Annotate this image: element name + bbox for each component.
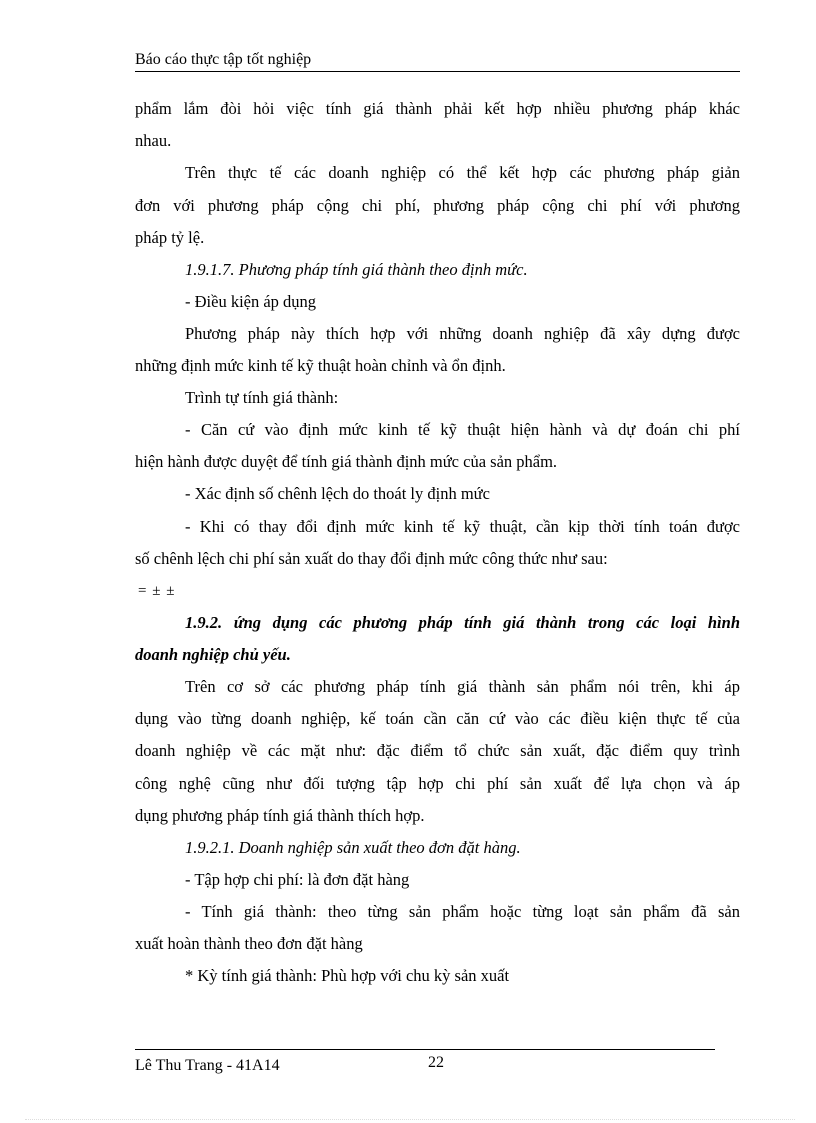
paragraph-line: pháp tỷ lệ.	[135, 228, 205, 247]
paragraph-line: - Tập hợp chi phí: là đơn đặt hàng	[185, 870, 410, 889]
paragraph-line: Trên cơ sở các phương pháp tính giá thành sản phẩm nói trên, khi áp	[185, 677, 740, 696]
paragraph-line: * Kỳ tính giá thành: Phù hợp với chu kỳ sản xuất	[185, 966, 510, 985]
page-bottom-divider	[25, 1119, 795, 1120]
page-number: 22	[428, 1054, 444, 1071]
paragraph-line: số chênh lệch chi phí sản xuất do thay đổi định mức công thức như sau:	[135, 549, 608, 568]
paragraph-line: - Tính giá thành: theo từng sản phẩm hoặc từng loạt sản phẩm đã sản	[185, 902, 740, 921]
footer-divider	[135, 1049, 715, 1050]
paragraph-line: hiện hành được duyệt để tính giá thành định mức của sản phẩm.	[135, 452, 558, 471]
section-heading: 1.9.1.7. Phương pháp tính giá thành theo định mức.	[185, 260, 528, 279]
paragraph-line: những định mức kinh tế kỹ thuật hoàn chỉnh và ổn định.	[135, 356, 506, 375]
section-heading: 1.9.2. ứng dụng các phương pháp tính giá thành trong các loại hình	[185, 613, 740, 632]
paragraph-line: xuất hoàn thành theo đơn đặt hàng	[135, 934, 363, 953]
paragraph-line: Phương pháp này thích hợp với những doanh nghiệp đã xây dựng được	[185, 324, 740, 343]
section-heading: doanh nghiệp chủ yếu.	[135, 645, 291, 664]
page-header: Báo cáo thực tập tốt nghiệp	[135, 50, 740, 72]
formula-line: = ± ±	[138, 583, 176, 599]
paragraph-line: dụng phương pháp tính giá thành thích hợp.	[135, 806, 425, 825]
paragraph-line: - Xác định số chênh lệch do thoát ly định mức	[185, 484, 490, 503]
paragraph-line: đơn với phương pháp cộng chi phí, phương pháp cộng chi phí với phương	[135, 196, 740, 215]
paragraph-line: - Căn cứ vào định mức kinh tế kỹ thuật hiện hành và dự đoán chi phí	[185, 420, 740, 439]
section-heading: 1.9.2.1. Doanh nghiệp sản xuất theo đơn đặt hàng.	[185, 838, 521, 857]
paragraph-line: dụng vào từng doanh nghiệp, kế toán cần căn cứ vào các điều kiện thực tế của	[135, 709, 740, 728]
paragraph-line: phẩm lắm đòi hỏi việc tính giá thành phải kết hợp nhiều phương pháp khác	[135, 99, 740, 118]
paragraph-line: Trên thực tế các doanh nghiệp có thể kết hợp các phương pháp giản	[185, 163, 740, 182]
footer-author: Lê Thu Trang - 41A14	[135, 1057, 280, 1074]
paragraph-line: - Điều kiện áp dụng	[185, 292, 317, 311]
paragraph-line: công nghệ cũng như đối tượng tập hợp chi phí sản xuất để lựa chọn và áp	[135, 774, 740, 793]
paragraph-line: doanh nghiệp về các mặt như: đặc điểm tổ chức sản xuất, đặc điểm quy trình	[135, 741, 740, 760]
paragraph-line: nhau.	[135, 131, 172, 150]
paragraph-line: - Khi có thay đổi định mức kinh tế kỹ thuật, cần kịp thời tính toán được	[185, 517, 740, 536]
paragraph-line: Trình tự tính giá thành:	[185, 388, 339, 407]
